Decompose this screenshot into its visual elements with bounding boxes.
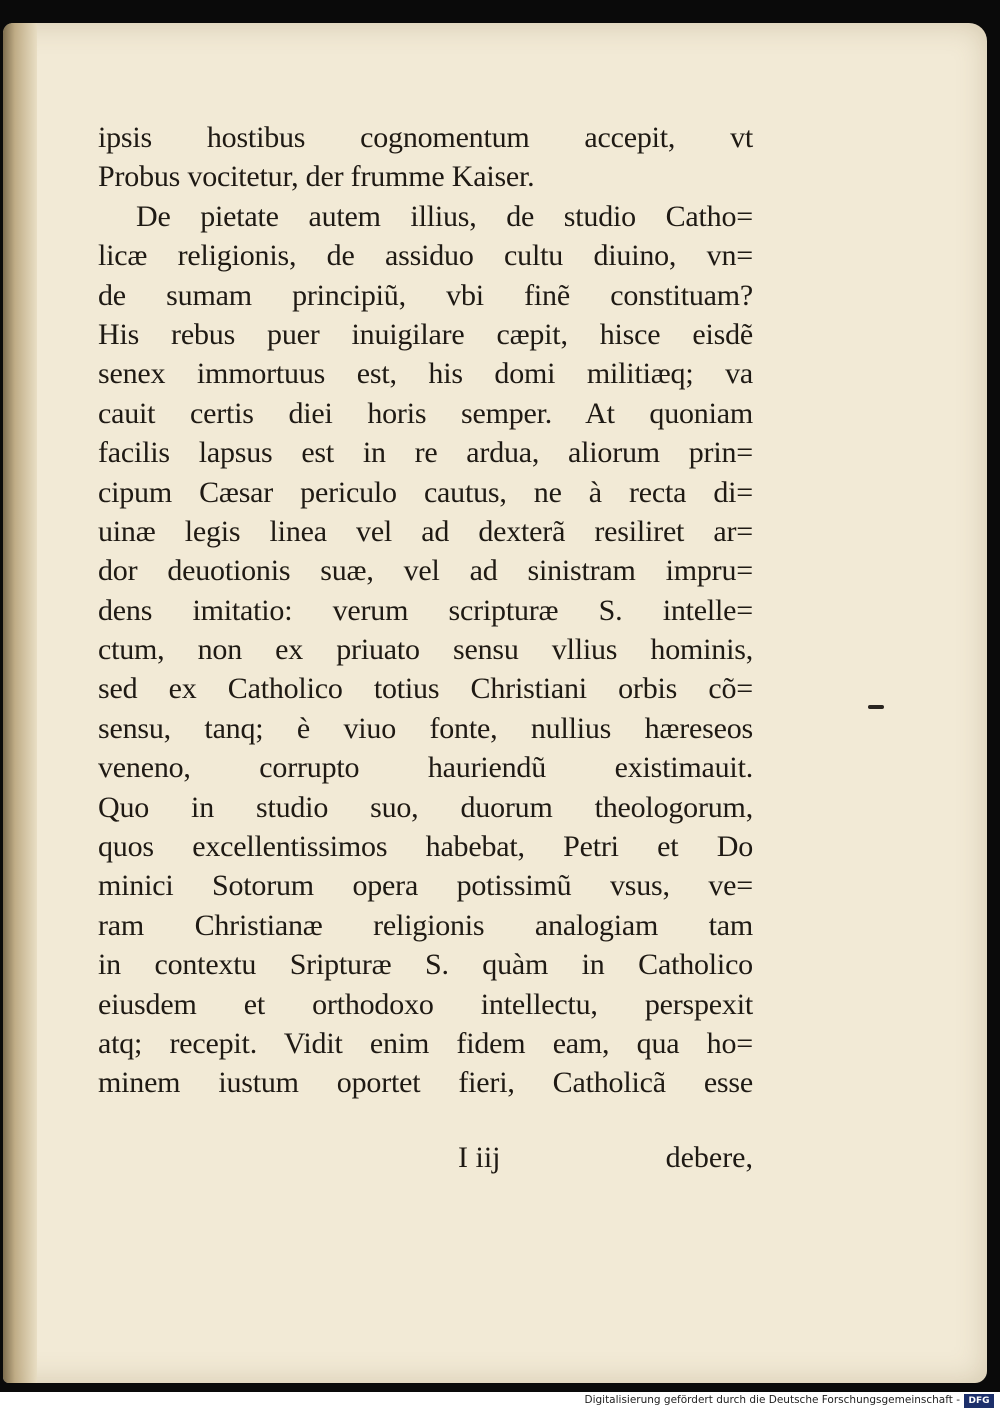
text-line: De pietate autem illius, de studio Catho= [136, 199, 753, 233]
text-line: ctum, non ex priuato sensu vllius hominis, [98, 633, 753, 667]
signature-line [98, 1141, 753, 1181]
funding-credit: Digitalisierung gefördert durch die Deutsche Forschungsgemeinschaft - [584, 1394, 960, 1406]
text-line: cipum Cæsar periculo cautus, ne à recta di= [98, 475, 753, 509]
text-line: ram Christianæ religionis analogiam tam [98, 908, 753, 942]
text-line: de sumam principiũ, vbi finẽ constituam? [98, 278, 753, 312]
text-line: uinæ legis linea vel ad dexterã resiliret ar= [98, 514, 753, 548]
text-line: dens imitatio: verum scripturæ S. intelle= [98, 593, 753, 627]
body-text [98, 118, 753, 1103]
text-line: facilis lapsus est in re ardua, aliorum prin= [98, 436, 753, 470]
ink-mark [868, 705, 884, 709]
text-line: sed ex Catholico totius Christiani orbis cõ= [98, 672, 753, 706]
text-line: dor deuotionis suæ, vel ad sinistram impru= [98, 554, 753, 588]
text-line: Quo in studio suo, duorum theologorum, [98, 790, 753, 824]
text-line: licæ religionis, de assiduo cultu diuino, vn= [98, 239, 753, 273]
text-line: ipsis hostibus cognomentum accepit, vt [98, 121, 753, 154]
text-line: senex immortuus est, his domi militiæq; va [98, 357, 753, 391]
footer-bar [0, 1392, 1000, 1411]
text-line: atq; recepit. Vidit enim fidem eam, qua ho= [98, 1026, 753, 1060]
text-line: His rebus puer inuigilare cæpit, hisce eisdẽ [98, 317, 753, 351]
dfg-logo: DFG [964, 1394, 994, 1408]
text-line: in contextu Sripturæ S. quàm in Catholico [98, 948, 753, 982]
text-line: sensu, tanq; è viuo fonte, nullius hæreseos [98, 711, 753, 745]
book-page [3, 23, 987, 1383]
text-line: minici Sotorum opera potissimũ vsus, ve= [98, 869, 753, 903]
text-line: minem iustum oportet fieri, Catholicã esse [98, 1066, 753, 1100]
text-line: veneno, corrupto hauriendũ existimauit. [98, 751, 753, 785]
text-line: Probus vocitetur, der frumme Kaiser. [98, 160, 535, 194]
signature-mark: I iij [458, 1141, 501, 1174]
catchword: debere, [665, 1141, 753, 1174]
page-gutter-shadow [3, 23, 37, 1383]
text-line: cauit certis diei horis semper. At quoniam [98, 396, 753, 430]
text-line: quos excellentissimos habebat, Petri et Do [98, 830, 753, 864]
text-line: eiusdem et orthodoxo intellectu, perspexit [98, 987, 753, 1021]
